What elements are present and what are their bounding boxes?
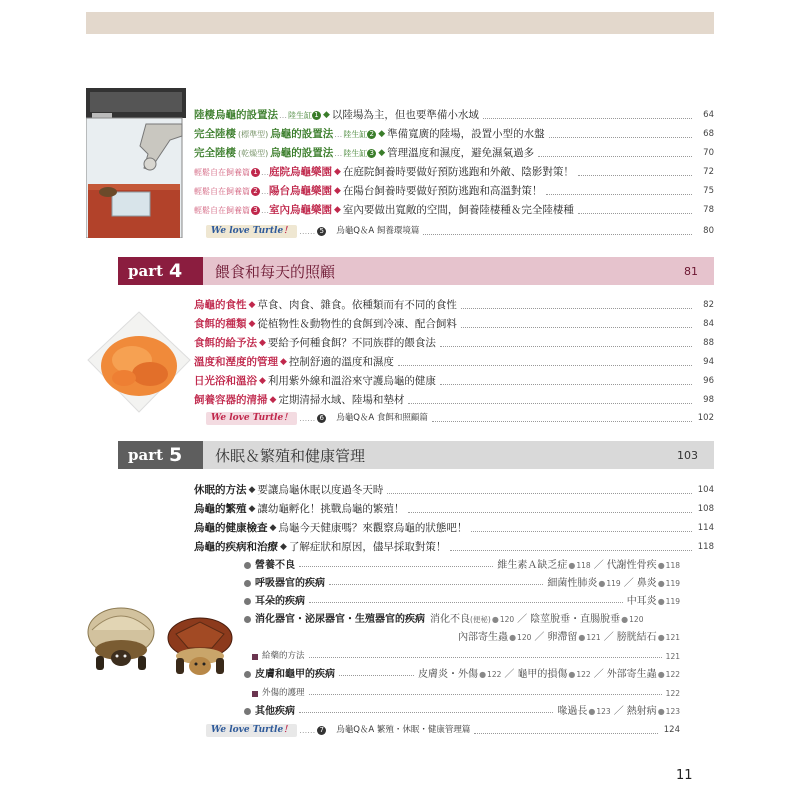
- care-page: 122: [665, 689, 680, 698]
- entry-page: 84: [703, 319, 714, 329]
- entry-description: 了解症狀和原因，儘早採取對策！: [288, 541, 447, 553]
- qa-page: 80: [703, 226, 714, 236]
- entry-prefix: 完全陸棲: [194, 128, 236, 140]
- disease-item: 鼻炎: [636, 578, 657, 589]
- entry-page: 68: [703, 129, 714, 139]
- disease-entry-continued[interactable]: 內部寄生蟲 ● 120 ／ 卵滯留 ● 121 ／ 膀胱結石 ● 121: [244, 629, 680, 646]
- entry-title: 庭院烏龜樂園: [269, 166, 332, 178]
- entry-description: 在庭院飼養時要做好預防逃跑和外敵、陰影對策！: [342, 166, 574, 178]
- entry-description: 以陸場為主，但也要準備小水域: [331, 109, 479, 121]
- entry-title: 室內烏龜樂園: [269, 204, 332, 216]
- entry-number: 3: [251, 206, 260, 215]
- toc-entry[interactable]: 食餌的種類 ◆ 從植物性＆動物性的食餌到冷凍、配合飼料 84: [194, 316, 714, 333]
- qa-number: 7: [317, 726, 326, 735]
- qa-page: 124: [663, 725, 680, 735]
- entry-paren: (標準型): [238, 130, 269, 139]
- care-title: 給藥的方法: [262, 651, 305, 661]
- entry-title: 烏龜的健康檢查: [194, 522, 268, 534]
- entry-page: 75: [703, 186, 714, 196]
- disease-note: (便秘): [470, 615, 491, 624]
- entry-description: 管理溫度和濕度，避免濕氣過多: [387, 147, 535, 159]
- entry-series: 陸生缸: [288, 111, 312, 120]
- entry-description: 在陽台飼養時要做好預防逃跑和高溫對策！: [342, 185, 543, 197]
- qa-title: 烏龜Q＆A 食餌和照顧篇: [336, 413, 428, 423]
- we-love-turtle-tag: We love Turtle！: [206, 412, 297, 425]
- entry-page: 94: [703, 357, 714, 367]
- care-page: 121: [665, 652, 680, 661]
- disease-entry[interactable]: 皮膚和龜甲的疾病 皮膚炎・外傷 ● 122 ／ 龜甲的損傷 ● 122 ／ 外部寄生蟲 ● 122: [244, 666, 680, 683]
- disease-page: 122: [576, 670, 591, 679]
- part-page: 81: [684, 264, 698, 278]
- disease-page: 122: [487, 670, 502, 679]
- entry-title: 飼養容器的清掃: [194, 394, 268, 406]
- toc-entry[interactable]: 陸棲烏龜的設置法 … 陸生缸 1 ◆ 以陸場為主，但也要準備小水域 64: [194, 107, 714, 124]
- disease-entry[interactable]: 耳朵的疾病 中耳炎 ● 119: [244, 593, 680, 610]
- toc-entry[interactable]: 烏龜的繁殖 ◆ 讓幼龜孵化！挑戰烏龜的繁殖！ 108: [194, 501, 714, 518]
- entry-description: 烏龜今天健康嗎？來觀察烏龜的狀態吧！: [278, 522, 468, 534]
- disease-item: 膀胱結石: [616, 632, 657, 643]
- entry-page: 118: [697, 542, 714, 552]
- toc-entry[interactable]: 輕鬆自在飼養篇 3 … 室內烏龜樂園 ◆ 室內要做出寬敞的空間，飼養陸棲種＆完全陸棲種 78: [194, 202, 714, 219]
- entry-description: 要給予何種食餌？不同族群的餵食法: [267, 337, 436, 349]
- toc-entry[interactable]: 烏龜的疾病和治療 ◆ 了解症狀和原因，儘早採取對策！ 118: [194, 539, 714, 556]
- care-title: 外傷的護理: [262, 688, 305, 698]
- disease-entry[interactable]: 呼吸器官的疾病 細菌性肺炎 ● 119 ／ 鼻炎 ● 119: [244, 575, 680, 592]
- disease-item: 喙過長: [557, 706, 588, 717]
- entry-tag: 輕鬆自在飼養篇: [194, 168, 250, 177]
- entry-description: 要讓烏龜休眠以度過冬天時: [257, 484, 384, 496]
- toc-entry[interactable]: 休眠的方法 ◆ 要讓烏龜休眠以度過冬天時 104: [194, 482, 714, 499]
- entry-title: 烏龜的疾病和治療: [194, 541, 278, 553]
- part-5-header[interactable]: [118, 441, 714, 469]
- entry-series: 陸生缸: [343, 149, 368, 158]
- entry-page: 72: [703, 167, 714, 177]
- disease-entry[interactable]: 其他疾病 喙過長 ● 123 ／ 熱射病 ● 123: [244, 703, 680, 720]
- entry-description: 讓幼龜孵化！挑戰烏龜的繁殖！: [257, 503, 405, 515]
- disease-page: 123: [596, 707, 611, 716]
- toc-entry[interactable]: 完全陸棲 (乾燥型) 烏龜的設置法 … 陸生缸 3 ◆ 管理溫度和濕度，避免濕氣過多 70: [194, 145, 714, 162]
- disease-title: 呼吸器官的疾病: [255, 578, 325, 589]
- disease-page: 120: [629, 615, 644, 624]
- disease-title: 營養不良: [255, 560, 295, 571]
- disease-item: 皮膚炎・外傷: [418, 669, 479, 680]
- entry-page: 70: [703, 148, 714, 158]
- entry-description: 草食、肉食、雜食。依種類而有不同的食性: [257, 299, 457, 311]
- disease-page: 120: [499, 615, 515, 624]
- disease-page: 122: [665, 670, 680, 679]
- toc-page: [86, 12, 714, 790]
- qa-page: 102: [697, 413, 714, 423]
- entry-page: 64: [703, 110, 714, 120]
- part-title: 餵食和每天的照顧: [215, 262, 336, 281]
- entry-number: 2: [251, 187, 260, 196]
- qa-entry[interactable]: We love Turtle！ …… 6 烏龜Q＆A 食餌和照顧篇 102: [206, 410, 714, 427]
- toc-entry[interactable]: 溫度和溼度的管理 ◆ 控制舒適的溫度和濕度 94: [194, 354, 714, 371]
- disease-item: 卵滯留: [547, 632, 578, 643]
- part-label: part 5: [118, 441, 203, 469]
- entry-description: 室內要做出寬敞的空間，飼養陸棲種＆完全陸棲種: [342, 204, 574, 216]
- disease-page: 119: [665, 579, 680, 588]
- turtle-photo-1: [84, 592, 158, 676]
- entry-tag: 輕鬆自在飼養篇: [194, 187, 250, 196]
- we-love-turtle-tag: We love Turtle！: [206, 225, 297, 238]
- disease-page: 118: [576, 561, 591, 570]
- entry-title: 溫度和溼度的管理: [194, 356, 278, 368]
- disease-item: 維生素Ａ缺乏症: [497, 560, 568, 571]
- disease-item: 陰莖脫垂・直腸脫垂: [530, 614, 621, 625]
- entry-page: 88: [703, 338, 714, 348]
- page-number: 11: [676, 768, 693, 783]
- terrarium-photo: [86, 88, 190, 238]
- disease-page: 121: [665, 633, 680, 642]
- toc-entry[interactable]: 烏龜的健康檢查 ◆ 烏龜今天健康嗎？來觀察烏龜的狀態吧！ 114: [194, 520, 714, 537]
- we-love-turtle-tag: We love Turtle！: [206, 724, 297, 737]
- entry-title: 休眠的方法: [194, 484, 247, 496]
- disease-entry[interactable]: 消化器官・泌尿器官・生殖器官的疾病 消化不良 (便秘) ● 120 ／ 陰莖脫垂・直腸脫垂 ● 120: [244, 611, 680, 628]
- qa-number: 6: [317, 414, 326, 423]
- entry-description: 定期清掃水域、陸場和墊材: [278, 394, 405, 406]
- entry-description: 利用紫外線和溫浴來守護烏龜的健康: [267, 375, 436, 387]
- entry-title: 陽台烏龜樂園: [269, 185, 332, 197]
- entry-page: 96: [703, 376, 714, 386]
- care-entry[interactable]: [252, 648, 680, 665]
- qa-number: 5: [317, 227, 326, 236]
- toc-entry[interactable]: 食餌的給予法 ◆ 要給予何種食餌？不同族群的餵食法 88: [194, 335, 714, 352]
- part-title: 休眠＆繁殖和健康管理: [215, 446, 366, 465]
- entry-description: 從植物性＆動物性的食餌到冷凍、配合飼料: [257, 318, 457, 330]
- entry-title: 食餌的種類: [194, 318, 247, 330]
- disease-page: 120: [517, 633, 532, 642]
- qa-title: 烏龜Q＆A 繁殖・休眠・健康管理篇: [336, 725, 471, 735]
- entry-title: 陸棲烏龜的設置法: [194, 109, 278, 121]
- entry-page: 114: [697, 523, 714, 533]
- entry-number: 1: [312, 111, 321, 120]
- disease-page: 118: [665, 561, 680, 570]
- entry-number: 1: [251, 168, 260, 177]
- entry-prefix: 完全陸棲: [194, 147, 236, 159]
- toc-entry[interactable]: 輕鬆自在飼養篇 1 … 庭院烏龜樂園 ◆ 在庭院飼養時要做好預防逃跑和外敵、陰影對策！ 72: [194, 164, 714, 181]
- entry-title: 烏龜的食性: [194, 299, 247, 311]
- disease-item: 龜甲的損傷: [517, 669, 568, 680]
- entry-title: 烏龜的設置法: [270, 128, 334, 140]
- entry-tag: 輕鬆自在飼養篇: [194, 206, 250, 215]
- toc-entry[interactable]: 飼養容器的清掃 ◆ 定期清掃水域、陸場和墊材 98: [194, 392, 714, 409]
- care-entry[interactable]: [252, 685, 680, 702]
- disease-title: 耳朵的疾病: [255, 596, 305, 607]
- disease-page: 119: [665, 597, 680, 606]
- disease-item: 代謝性骨疾: [606, 560, 657, 571]
- qa-title: 烏龜Q＆A 飼養環境篇: [336, 226, 420, 236]
- entry-title: 烏龜的繁殖: [194, 503, 247, 515]
- food-dish-photo: [84, 308, 194, 418]
- disease-item: 細菌性肺炎: [547, 578, 598, 589]
- disease-page: 123: [665, 707, 680, 716]
- entry-page: 108: [697, 504, 714, 514]
- entry-title: 烏龜的設置法: [270, 147, 334, 159]
- qa-entry[interactable]: We love Turtle！ …… 7 烏龜Q＆A 繁殖・休眠・健康管理篇 124: [206, 722, 680, 739]
- qa-entry[interactable]: We love Turtle！ …… 5 烏龜Q＆A 飼養環境篇 80: [206, 223, 714, 240]
- disease-title: 皮膚和龜甲的疾病: [255, 669, 335, 680]
- entry-page: 82: [703, 300, 714, 310]
- entry-description: 控制舒適的溫度和濕度: [288, 356, 394, 368]
- entry-page: 98: [703, 395, 714, 405]
- part-title-band: [203, 257, 714, 285]
- entry-paren: (乾燥型): [238, 149, 269, 158]
- disease-item: 中耳炎: [626, 596, 657, 607]
- part-4-header[interactable]: [118, 257, 714, 285]
- turtle-photo-2: [162, 608, 238, 684]
- entry-description: 準備寬廣的陸場，設置小型的水盤: [387, 128, 545, 140]
- disease-item: 外部寄生蟲: [606, 669, 657, 680]
- toc-entry[interactable]: 日光浴和溫浴 ◆ 利用紫外線和溫浴來守護烏龜的健康 96: [194, 373, 714, 390]
- toc-entry[interactable]: 完全陸棲 (標準型) 烏龜的設置法 … 陸生缸 2 ◆ 準備寬廣的陸場，設置小型的水盤 68: [194, 126, 714, 143]
- disease-page: 121: [586, 633, 601, 642]
- disease-title: 消化器官・泌尿器官・生殖器官的疾病: [255, 614, 425, 625]
- toc-entry[interactable]: 輕鬆自在飼養篇 2 … 陽台烏龜樂園 ◆ 在陽台飼養時要做好預防逃跑和高溫對策！ 75: [194, 183, 714, 200]
- entry-page: 78: [703, 205, 714, 215]
- entry-page: 104: [697, 485, 714, 495]
- part-title-band: [203, 441, 714, 469]
- part-label: part 4: [118, 257, 203, 285]
- disease-item: 消化不良: [430, 614, 470, 625]
- disease-item: 熱射病: [626, 706, 657, 717]
- entry-number: 2: [367, 130, 376, 139]
- disease-title: 其他疾病: [255, 706, 295, 717]
- entry-number: 3: [367, 149, 376, 158]
- entry-title: 食餌的給予法: [194, 337, 257, 349]
- entry-series: 陸生缸: [343, 130, 368, 139]
- part-page: 103: [677, 448, 698, 462]
- top-band: [86, 12, 714, 34]
- toc-entry[interactable]: 烏龜的食性 ◆ 草食、肉食、雜食。依種類而有不同的食性 82: [194, 297, 714, 314]
- disease-page: 119: [606, 579, 621, 588]
- disease-entry[interactable]: 營養不良 維生素Ａ缺乏症 ● 118 ／ 代謝性骨疾 ● 118: [244, 557, 680, 574]
- disease-item: 內部寄生蟲: [458, 632, 509, 643]
- entry-title: 日光浴和溫浴: [194, 375, 257, 387]
